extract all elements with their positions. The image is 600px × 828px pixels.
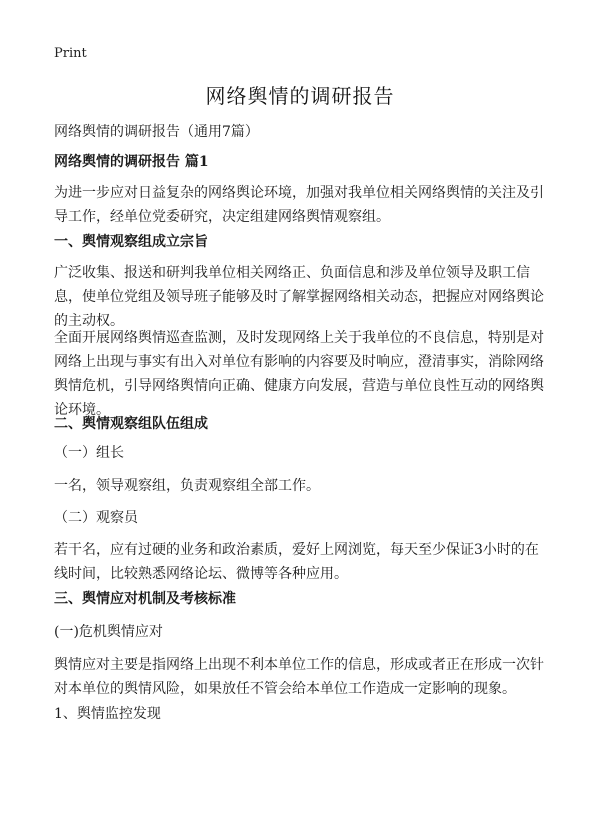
- document-subtitle: 网络舆情的调研报告（通用7篇）: [54, 124, 259, 140]
- subheading-monitoring: 1、舆情监控发现: [54, 706, 161, 722]
- heading-mechanism: 三、舆情应对机制及考核标准: [54, 591, 236, 607]
- paragraph-leader: 一名，领导观察组，负责观察组全部工作。: [54, 478, 320, 494]
- section-title: 网络舆情的调研报告 篇1: [54, 154, 209, 170]
- paragraph-purpose-2: 全面开展网络舆情巡查监测，及时发现网络上关于我单位的不良信息，特别是对网络上出现与事实有出入对单位有影响的内容要及时响应，澄清事实，消除网络舆情危机，引导网络舆情向正确、健康方向发展，营造与单位良性互动的网络舆论环境。: [54, 330, 544, 418]
- print-link[interactable]: Print: [54, 46, 87, 61]
- paragraph-intro: 为进一步应对日益复杂的网络舆论环境，加强对我单位相关网络舆情的关注及引导工作，经单位党委研究，决定组建网络舆情观察组。: [54, 185, 544, 225]
- heading-purpose: 一、舆情观察组成立宗旨: [54, 234, 208, 250]
- document-title: 网络舆情的调研报告: [205, 84, 395, 108]
- subheading-crisis: (一)危机舆情应对: [54, 624, 163, 640]
- heading-team: 二、舆情观察组队伍组成: [54, 416, 208, 432]
- paragraph-observer: 若干名，应有过硬的业务和政治素质，爱好上网浏览，每天至少保证3小时的在线时间，比较熟悉网络论坛、微博等各种应用。: [54, 542, 539, 582]
- paragraph-crisis: 舆情应对主要是指网络上出现不利本单位工作的信息，形成或者正在形成一次针对本单位的舆情风险，如果放任不管会给本单位工作造成一定影响的现象。: [54, 657, 544, 697]
- paragraph-purpose-1: 广泛收集、报送和研判我单位相关网络正、负面信息和涉及单位领导及职工信息，使单位党组及领导班子能够及时了解掌握网络相关动态，把握应对网络舆论的主动权。: [54, 265, 544, 329]
- subheading-leader: （一）组长: [54, 445, 124, 461]
- subheading-observer: （二）观察员: [54, 510, 138, 526]
